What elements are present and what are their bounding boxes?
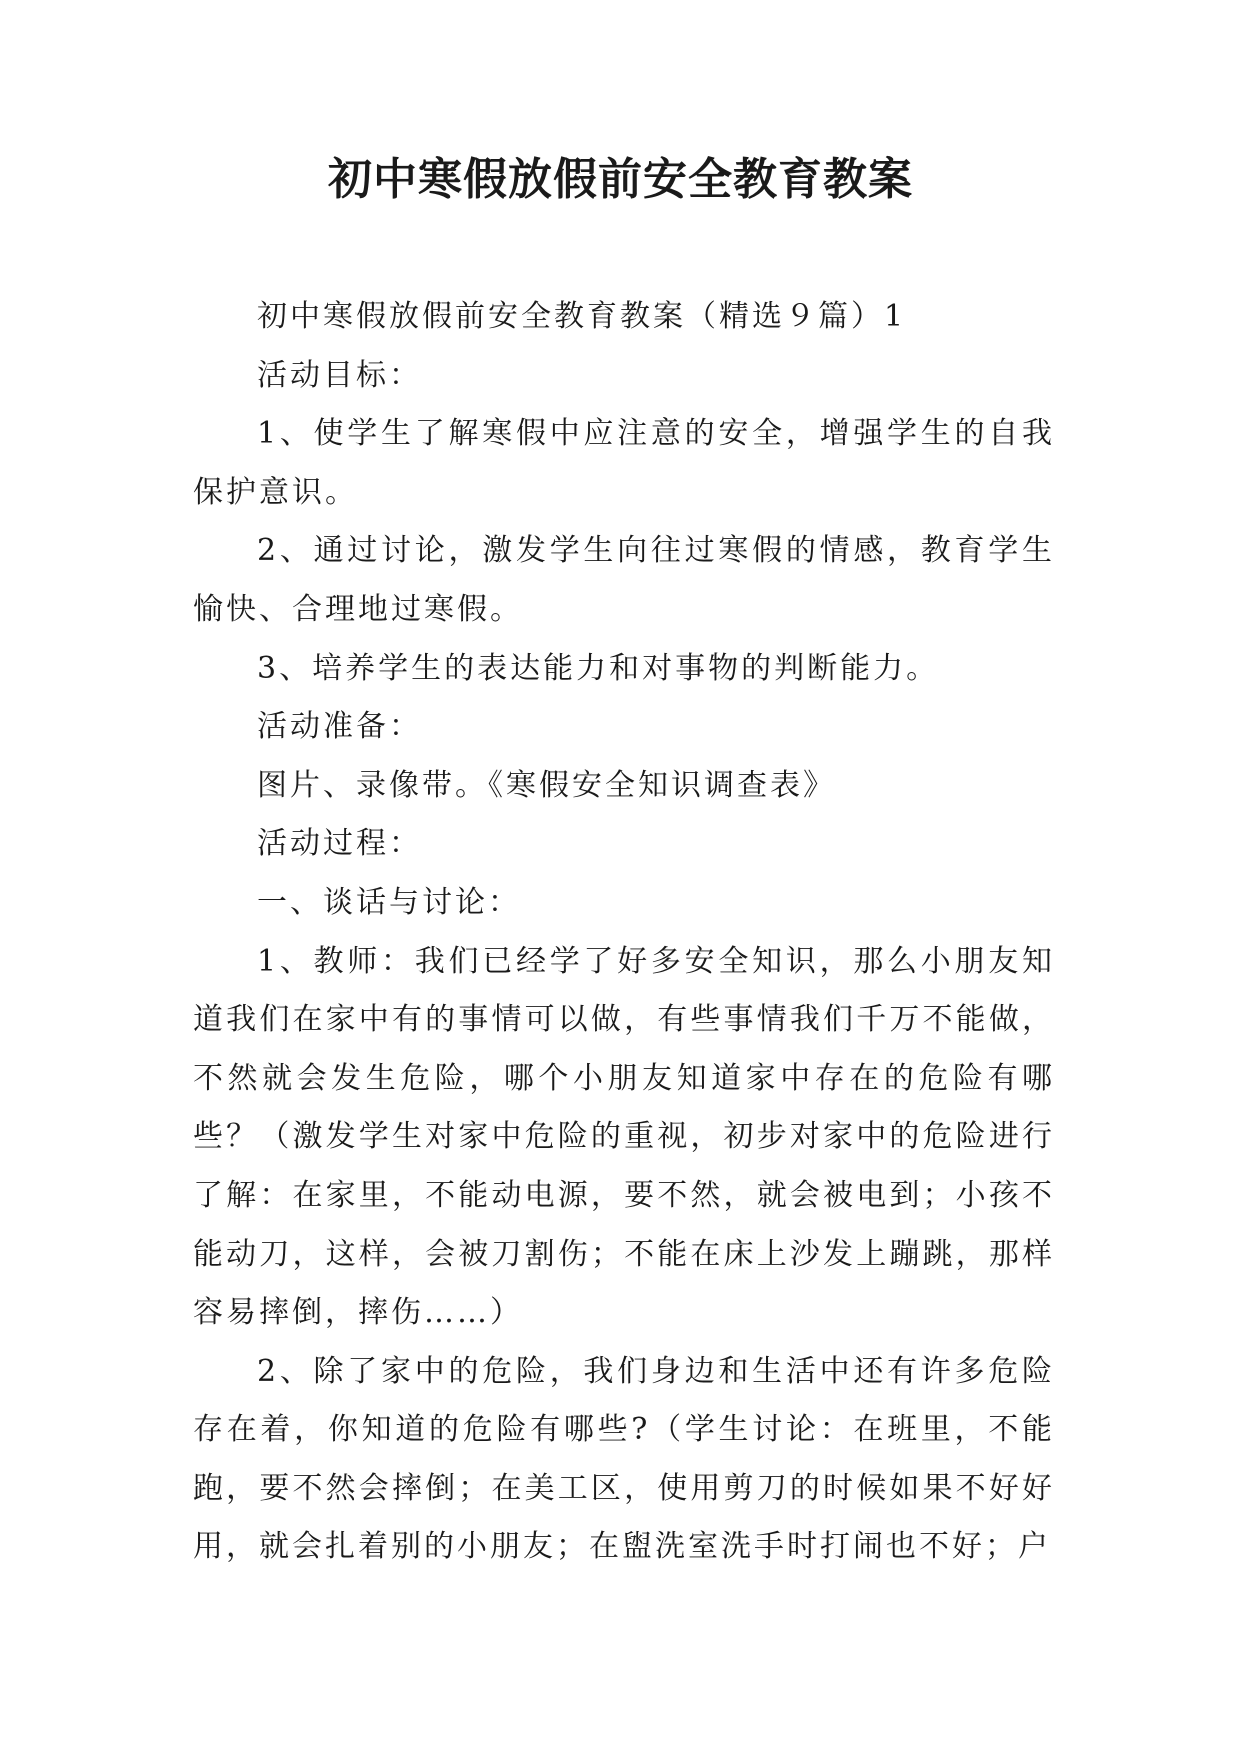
paragraph-process-heading: 活动过程： <box>257 826 422 862</box>
paragraph-preparation-items: 图片、录像带。《寒假安全知识调查表》 <box>257 767 836 803</box>
paragraph-goal-2: 2、通过讨论，激发学生向往过寒假的情感，教育学生愉快、合理地过寒假。 <box>193 533 1055 627</box>
document-title: 初中寒假放假前安全教育教案 <box>328 154 913 205</box>
document-body <box>193 288 1055 1577</box>
paragraph-step-2: 2、除了家中的危险，我们身边和生活中还有许多危险存在着，你知道的危险有哪些?（学生讨论：在班里，不能跑，要不然会摔倒；在美工区，使用剪刀的时候如果不好好用，就会扎着别的小朋友；在盥洗室洗手时打闹也不好；户 <box>193 1353 1055 1565</box>
paragraph-goal-3: 3、培养学生的表达能力和对事物的判断能力。 <box>257 650 940 686</box>
paragraph-section-1-heading: 一、谈话与讨论： <box>257 884 521 920</box>
paragraph-preparation-heading: 活动准备： <box>257 709 422 745</box>
paragraph-subtitle: 初中寒假放假前安全教育教案（精选９篇）1 <box>257 299 907 334</box>
paragraph-goal-1: 1、使学生了解寒假中应注意的安全，增强学生的自我保护意识。 <box>193 416 1055 510</box>
paragraph-activity-goals-heading: 活动目标： <box>257 357 422 393</box>
paragraph-step-1: 1、教师：我们已经学了好多安全知识，那么小朋友知道我们在家中有的事情可以做，有些事情我们千万不能做，不然就会发生危险，哪个小朋友知道家中存在的危险有哪些？（激发学生对家中危险的重视，初步对家中的危险进行了解：在家里，不能动电源，要不然，就会被电到；小孩不能动刀，这样，会被刀割伤；不能在床上沙发上蹦跳，那样容易摔倒，摔伤……） <box>193 943 1055 1331</box>
